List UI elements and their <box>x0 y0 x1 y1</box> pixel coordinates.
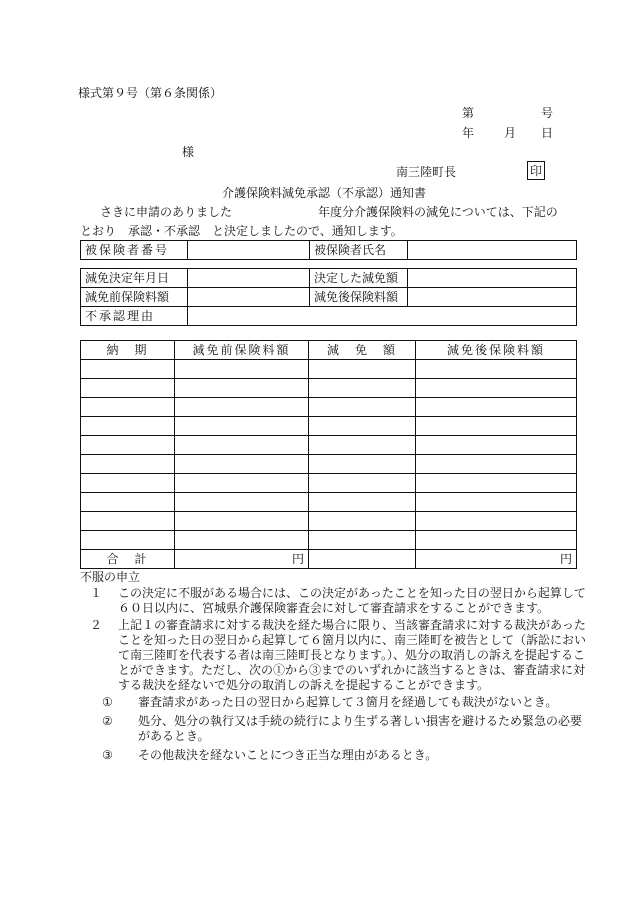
addressee-suffix: 様 <box>182 145 195 159</box>
table-row <box>81 455 577 474</box>
table-row <box>81 379 577 398</box>
insured-name-label: 被保険者氏名 <box>310 241 408 260</box>
table-cell[interactable] <box>81 398 175 417</box>
header-before-amount: 減免前保険料額 <box>175 341 309 360</box>
insured-number-label: 被保険者番号 <box>81 241 188 260</box>
total-row <box>81 550 577 569</box>
table-cell[interactable] <box>309 436 416 455</box>
table-cell[interactable] <box>175 417 309 436</box>
table-row <box>81 417 577 436</box>
table-row <box>81 436 577 455</box>
decided-amount-value[interactable] <box>408 269 577 288</box>
table-row <box>81 531 577 550</box>
decision-date-value[interactable] <box>188 269 310 288</box>
number-prefix: 第 <box>462 106 475 120</box>
table-cell[interactable] <box>309 531 416 550</box>
year-label: 年 <box>462 126 475 140</box>
table-cell[interactable] <box>309 379 416 398</box>
reason-label: 不承認理由 <box>81 307 188 326</box>
insured-table <box>80 240 577 260</box>
table-cell[interactable] <box>309 360 416 379</box>
objection-section <box>80 570 590 763</box>
sub-number: ② <box>102 714 113 728</box>
table-cell[interactable] <box>309 398 416 417</box>
table-cell[interactable] <box>81 379 175 398</box>
reason-value[interactable] <box>188 307 577 326</box>
header-reduction: 減 免 額 <box>309 341 416 360</box>
sub-text: 処分、処分の執行又は手続の続行により生ずる著しい損害を避けるため緊急の必要があるとき。 <box>138 714 583 743</box>
table-cell[interactable] <box>81 531 175 550</box>
objection-heading: 不服の申立 <box>80 570 141 584</box>
objection-sub-1 <box>80 695 590 710</box>
table-cell[interactable] <box>309 512 416 531</box>
table-cell[interactable] <box>416 474 577 493</box>
total-label: 合 計 <box>81 550 175 569</box>
table-cell[interactable] <box>175 360 309 379</box>
sub-text: 審査請求があった日の翌日から起算して３箇月を経過しても裁決がないとき。 <box>138 695 558 709</box>
table-cell[interactable] <box>416 436 577 455</box>
item-text: この決定に不服がある場合には、この決定があったことを知った日の翌日から起算して６０日以内に、宮城県介護保険審査会に対して審査請求をすることができます。 <box>118 586 586 615</box>
total-after-yen: 円 <box>416 550 577 569</box>
table-cell[interactable] <box>81 417 175 436</box>
intro-line2: とおり 承認・不承認 と決定しましたので、通知します。 <box>80 224 403 238</box>
table-row <box>81 398 577 417</box>
header-after-amount: 減免後保険料額 <box>416 341 577 360</box>
table-cell[interactable] <box>309 455 416 474</box>
table-cell[interactable] <box>175 531 309 550</box>
item-text: 上記１の審査請求に対する裁決を経た場合に限り、当該審査請求に対する裁決があったことを知った日の翌日から起算して６箇月以内に、南三陸町を被告として（訴訟において南三陸町を代表する者は南三陸町長となります。）、処分の取消しの訴えを提起することができます。ただし、次の①から③までのいずれかに該当するときは、審査請求に対する裁決を経ないで処分の取消しの訴えを提起することができます。 <box>118 618 587 692</box>
table-cell[interactable] <box>175 455 309 474</box>
table-cell[interactable] <box>309 474 416 493</box>
table-cell[interactable] <box>416 417 577 436</box>
decision-table <box>80 268 577 326</box>
day-label: 日 <box>541 126 554 140</box>
item-number: １ <box>90 586 103 600</box>
objection-sub-2 <box>80 714 590 744</box>
table-cell[interactable] <box>81 360 175 379</box>
insured-name-value[interactable] <box>408 241 577 260</box>
total-reduction-cell[interactable] <box>309 550 416 569</box>
table-cell[interactable] <box>175 512 309 531</box>
objection-item-1 <box>80 586 590 616</box>
before-amount-label: 減免前保険料額 <box>81 288 188 307</box>
objection-sub-3 <box>80 748 590 763</box>
table-row <box>81 493 577 512</box>
objection-item-2 <box>80 618 590 693</box>
table-cell[interactable] <box>175 398 309 417</box>
form-number: 様式第９号（第６条関係） <box>78 86 223 100</box>
table-cell[interactable] <box>416 531 577 550</box>
intro-line1-a: さきに申請のありました <box>100 205 233 219</box>
item-number: ２ <box>90 618 103 632</box>
table-cell[interactable] <box>416 455 577 474</box>
table-cell[interactable] <box>175 474 309 493</box>
decided-amount-label: 決定した減免額 <box>310 269 408 288</box>
table-cell[interactable] <box>416 360 577 379</box>
schedule-table <box>80 340 577 569</box>
issuer-name: 南三陸町長 <box>396 165 457 179</box>
table-cell[interactable] <box>416 512 577 531</box>
seal-mark: 印 <box>527 161 545 180</box>
before-amount-value[interactable] <box>188 288 310 307</box>
month-label: 月 <box>504 126 517 140</box>
insured-number-value[interactable] <box>188 241 310 260</box>
table-cell[interactable] <box>416 493 577 512</box>
decision-date-label: 減免決定年月日 <box>81 269 188 288</box>
sub-number: ③ <box>102 748 113 762</box>
table-cell[interactable] <box>416 379 577 398</box>
header-due-date: 納 期 <box>81 341 175 360</box>
table-cell[interactable] <box>81 474 175 493</box>
table-cell[interactable] <box>175 436 309 455</box>
table-cell[interactable] <box>309 493 416 512</box>
after-amount-label: 減免後保険料額 <box>310 288 408 307</box>
table-cell[interactable] <box>175 493 309 512</box>
total-before-yen: 円 <box>175 550 309 569</box>
intro-line1-b: 年度分介護保険料の減免については、下記の <box>318 205 558 219</box>
table-cell[interactable] <box>175 379 309 398</box>
table-cell[interactable] <box>81 493 175 512</box>
document-title: 介護保険料減免承認（不承認）通知書 <box>222 186 427 200</box>
sub-text: その他裁決を経ないことにつき正当な理由があるとき。 <box>138 748 438 762</box>
number-suffix: 号 <box>541 106 554 120</box>
table-cell[interactable] <box>416 398 577 417</box>
table-cell[interactable] <box>309 417 416 436</box>
table-cell[interactable] <box>81 512 175 531</box>
table-row <box>81 474 577 493</box>
table-cell[interactable] <box>81 455 175 474</box>
after-amount-value[interactable] <box>408 288 577 307</box>
sub-number: ① <box>102 695 113 709</box>
table-row <box>81 360 577 379</box>
table-cell[interactable] <box>81 436 175 455</box>
table-row <box>81 512 577 531</box>
